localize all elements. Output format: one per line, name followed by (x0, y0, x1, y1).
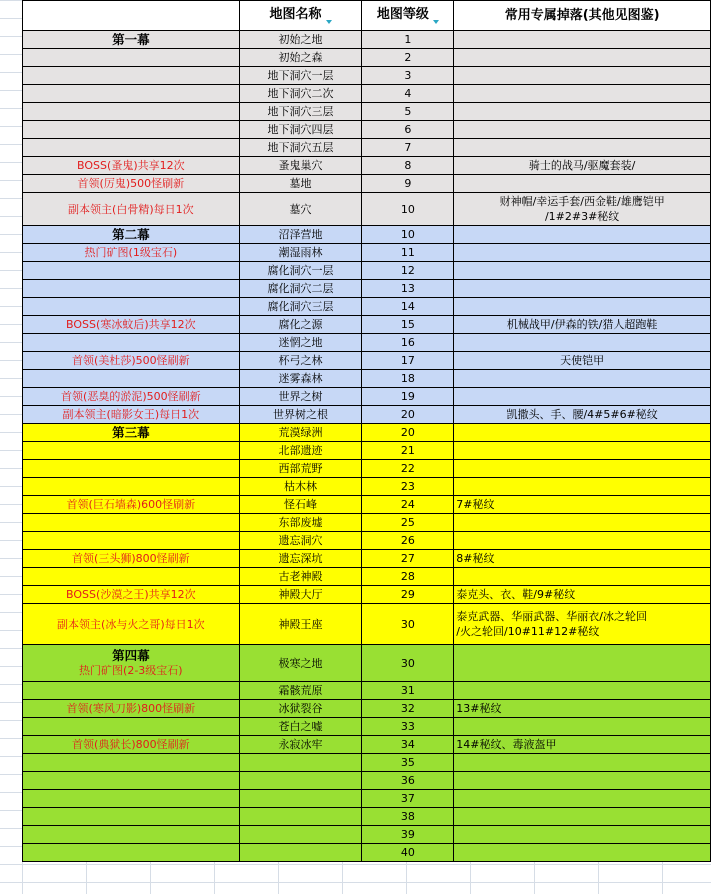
map-level-cell[interactable]: 22 (362, 460, 454, 478)
table-row (23, 121, 711, 139)
scene-cell[interactable] (23, 460, 240, 478)
table-row (23, 175, 711, 193)
map-level-cell[interactable]: 31 (362, 682, 454, 700)
map-name-cell[interactable]: 永寂冰牢 (239, 736, 362, 754)
drop-cell[interactable] (454, 772, 711, 790)
table-row (23, 334, 711, 352)
drop-cell[interactable] (454, 844, 711, 862)
drop-cell[interactable] (454, 262, 711, 280)
map-level-cell[interactable]: 27 (362, 550, 454, 568)
map-name-cell[interactable]: 初始之地 (239, 31, 362, 49)
map-level-cell[interactable]: 10 (362, 226, 454, 244)
map-level-cell[interactable]: 30 (362, 604, 454, 645)
map-level-cell[interactable]: 34 (362, 736, 454, 754)
table-row (23, 808, 711, 826)
table-row (23, 157, 711, 175)
scene-cell[interactable] (23, 67, 240, 85)
drop-cell[interactable]: 8#秘纹 (454, 550, 711, 568)
map-name-cell[interactable]: 潮湿雨林 (239, 244, 362, 262)
drop-cell[interactable] (454, 244, 711, 262)
table-row (23, 532, 711, 550)
scene-cell[interactable] (23, 808, 240, 826)
header-scene[interactable] (23, 1, 240, 31)
map-name-cell[interactable] (239, 754, 362, 772)
header-row (23, 1, 711, 31)
scene-cell[interactable] (23, 568, 240, 586)
table-row (23, 370, 711, 388)
map-name-cell[interactable]: 西部荒野 (239, 460, 362, 478)
map-level-cell[interactable]: 10 (362, 193, 454, 226)
drop-cell[interactable] (454, 442, 711, 460)
map-level-cell[interactable]: 7 (362, 139, 454, 157)
map-name-cell[interactable]: 地下洞穴五层 (239, 139, 362, 157)
table-row (23, 85, 711, 103)
scene-cell[interactable] (23, 334, 240, 352)
table-row (23, 316, 711, 334)
map-level-cell[interactable]: 39 (362, 826, 454, 844)
map-level-cell[interactable]: 33 (362, 718, 454, 736)
scene-cell[interactable] (23, 514, 240, 532)
map-name-cell[interactable]: 世界树之根 (239, 406, 362, 424)
map-name-cell[interactable]: 神殿大厅 (239, 586, 362, 604)
map-name-cell[interactable]: 腐化洞穴二层 (239, 280, 362, 298)
table-row (23, 49, 711, 67)
map-name-cell[interactable] (239, 808, 362, 826)
drop-cell[interactable]: 凯撒头、手、腰/4#5#6#秘纹 (454, 406, 711, 424)
map-name-cell[interactable]: 苍白之嘘 (239, 718, 362, 736)
map-name-cell[interactable]: 枯木林 (239, 478, 362, 496)
map-table (22, 0, 711, 862)
map-level-cell[interactable]: 26 (362, 532, 454, 550)
map-name-cell[interactable]: 怪石峰 (239, 496, 362, 514)
map-level-cell[interactable]: 8 (362, 157, 454, 175)
table-row (23, 514, 711, 532)
map-name-cell[interactable]: 地下洞穴一层 (239, 67, 362, 85)
map-level-cell[interactable]: 13 (362, 280, 454, 298)
drop-line: /火之轮回/10#11#12#秘纹 (456, 625, 600, 638)
map-name-cell[interactable]: 古老神殿 (239, 568, 362, 586)
table-row (23, 460, 711, 478)
map-level-cell[interactable]: 20 (362, 424, 454, 442)
drop-cell[interactable]: 天使铠甲 (454, 352, 711, 370)
dungeon-note[interactable]: 副本领主(白骨精)每日1次 (23, 193, 240, 226)
scene-cell[interactable] (23, 532, 240, 550)
drop-cell[interactable] (454, 370, 711, 388)
scene-cell[interactable] (23, 121, 240, 139)
map-level-cell[interactable]: 2 (362, 49, 454, 67)
map-level-cell[interactable]: 5 (362, 103, 454, 121)
map-name-cell[interactable]: 地下洞穴四层 (239, 121, 362, 139)
drop-cell[interactable]: 机械战甲/伊森的铁/猎人超跑鞋 (454, 316, 711, 334)
map-level-cell[interactable]: 11 (362, 244, 454, 262)
map-name-cell[interactable]: 迷雾森林 (239, 370, 362, 388)
drop-cell[interactable] (454, 460, 711, 478)
map-level-cell[interactable]: 28 (362, 568, 454, 586)
map-name-cell[interactable] (239, 772, 362, 790)
boss-note[interactable]: BOSS(蚤鬼)共享12次 (23, 157, 240, 175)
drop-cell[interactable] (454, 175, 711, 193)
filter-dropdown-icon[interactable] (326, 20, 332, 24)
drop-cell[interactable] (454, 388, 711, 406)
table-row (23, 568, 711, 586)
table-row (23, 388, 711, 406)
map-level-cell[interactable]: 20 (362, 406, 454, 424)
table-row (23, 718, 711, 736)
map-level-cell[interactable]: 17 (362, 352, 454, 370)
table-row (23, 790, 711, 808)
drop-cell[interactable]: 骑士的战马/驱魔套装/ (454, 157, 711, 175)
map-level-cell[interactable]: 36 (362, 772, 454, 790)
map-name-cell[interactable]: 杯弓之林 (239, 352, 362, 370)
act-title[interactable]: 第二幕 (23, 226, 240, 244)
map-name-cell[interactable]: 迷惘之地 (239, 334, 362, 352)
drop-cell[interactable] (454, 754, 711, 772)
table-row (23, 550, 711, 568)
header-map-name-label: 地图名称 (269, 6, 322, 22)
table-row (23, 478, 711, 496)
map-name-cell[interactable]: 神殿王座 (239, 604, 362, 645)
map-level-cell[interactable]: 29 (362, 586, 454, 604)
map-level-cell[interactable]: 6 (362, 121, 454, 139)
drop-cell[interactable] (454, 103, 711, 121)
leader-note[interactable]: 首领(巨石墙森)600怪刷新 (23, 496, 240, 514)
scene-cell[interactable] (23, 718, 240, 736)
drop-cell[interactable] (454, 280, 711, 298)
act-title: 第四幕 (112, 648, 150, 663)
hot-mine-note[interactable]: 热门矿图(1级宝石) (23, 244, 240, 262)
scene-cell[interactable] (23, 844, 240, 862)
leader-note[interactable]: 首领(寒风刀影)800怪刷新 (23, 700, 240, 718)
map-level-cell[interactable]: 16 (362, 334, 454, 352)
header-map-level[interactable] (362, 1, 454, 31)
map-name-cell[interactable]: 腐化之源 (239, 316, 362, 334)
table-row (23, 352, 711, 370)
drop-cell[interactable] (454, 682, 711, 700)
header-map-name[interactable] (239, 1, 362, 31)
dungeon-note[interactable]: 副本领主(冰与火之哥)每日1次 (23, 604, 240, 645)
table-row (23, 844, 711, 862)
map-name-cell[interactable]: 沼泽营地 (239, 226, 362, 244)
map-name-cell[interactable]: 地下洞穴二次 (239, 85, 362, 103)
map-name-cell[interactable]: 冰狱裂谷 (239, 700, 362, 718)
leader-note[interactable]: 首领(典狱长)800怪刷新 (23, 736, 240, 754)
leader-note[interactable]: 首领(厉鬼)500怪刷新 (23, 175, 240, 193)
drop-cell[interactable] (454, 85, 711, 103)
drop-line: /1#2#3#秘纹 (544, 210, 620, 223)
drop-cell[interactable] (454, 718, 711, 736)
drop-cell[interactable]: 7#秘纹 (454, 496, 711, 514)
map-name-cell[interactable] (239, 844, 362, 862)
table-row (23, 280, 711, 298)
map-name-cell[interactable]: 世界之树 (239, 388, 362, 406)
drop-cell[interactable] (454, 826, 711, 844)
header-map-level-label: 地图等级 (376, 6, 429, 22)
map-level-cell[interactable]: 21 (362, 442, 454, 460)
leader-note[interactable]: 首领(美杜莎)500怪刷新 (23, 352, 240, 370)
map-level-cell[interactable]: 24 (362, 496, 454, 514)
map-level-cell[interactable]: 30 (362, 645, 454, 682)
table-row (23, 754, 711, 772)
drop-cell[interactable]: 13#秘纹 (454, 700, 711, 718)
scene-cell[interactable] (23, 298, 240, 316)
scene-cell[interactable] (23, 645, 240, 682)
drop-cell[interactable] (454, 226, 711, 244)
map-name-cell[interactable]: 东部废墟 (239, 514, 362, 532)
scene-cell[interactable] (23, 139, 240, 157)
map-name-cell[interactable]: 腐化洞穴一层 (239, 262, 362, 280)
table-row (23, 193, 711, 226)
table-row (23, 424, 711, 442)
table-row (23, 700, 711, 718)
drop-cell[interactable] (454, 334, 711, 352)
drop-cell[interactable] (454, 31, 711, 49)
header-drops[interactable]: 常用专属掉落(其他见图鉴) (454, 1, 711, 31)
scene-cell[interactable] (23, 478, 240, 496)
table-row (23, 442, 711, 460)
map-name-cell[interactable]: 极寒之地 (239, 645, 362, 682)
map-level-cell[interactable]: 4 (362, 85, 454, 103)
drop-cell[interactable] (454, 478, 711, 496)
table-row (23, 31, 711, 49)
map-name-cell[interactable] (239, 790, 362, 808)
leader-note[interactable]: 首领(三头狮)800怪刷新 (23, 550, 240, 568)
table-row (23, 67, 711, 85)
map-level-cell[interactable]: 23 (362, 478, 454, 496)
drop-cell[interactable] (454, 424, 711, 442)
scene-cell[interactable] (23, 442, 240, 460)
boss-note[interactable]: BOSS(寒冰蚊后)共享12次 (23, 316, 240, 334)
map-name-cell[interactable]: 腐化洞穴三层 (239, 298, 362, 316)
drop-cell[interactable] (454, 808, 711, 826)
leader-note[interactable]: 首领(恶臭的淤泥)500怪刷新 (23, 388, 240, 406)
scene-cell[interactable] (23, 85, 240, 103)
drop-cell[interactable] (454, 139, 711, 157)
drop-line: 财神帽/幸运手套/西金鞋/雄鹰铠甲 (499, 195, 665, 208)
scene-cell[interactable] (23, 826, 240, 844)
drop-cell[interactable] (454, 568, 711, 586)
table-row (23, 103, 711, 121)
map-level-cell[interactable]: 3 (362, 67, 454, 85)
map-level-cell[interactable]: 40 (362, 844, 454, 862)
map-level-cell[interactable]: 25 (362, 514, 454, 532)
map-name-cell[interactable]: 初始之森 (239, 49, 362, 67)
scene-cell[interactable] (23, 49, 240, 67)
spreadsheet (22, 0, 711, 862)
drop-cell[interactable] (454, 49, 711, 67)
map-name-cell[interactable]: 地下洞穴三层 (239, 103, 362, 121)
table-row (23, 496, 711, 514)
drop-cell[interactable]: 14#秘纹、毒液盔甲 (454, 736, 711, 754)
table-row (23, 262, 711, 280)
scene-cell[interactable] (23, 280, 240, 298)
scene-cell[interactable] (23, 772, 240, 790)
table-row (23, 604, 711, 645)
map-name-cell[interactable]: 荒漠绿洲 (239, 424, 362, 442)
scene-cell[interactable] (23, 790, 240, 808)
table-row (23, 298, 711, 316)
scene-cell[interactable] (23, 103, 240, 121)
table-row (23, 736, 711, 754)
map-level-cell[interactable]: 38 (362, 808, 454, 826)
drop-line: 泰克武器、华丽武器、华丽衣/冰之轮回 (456, 610, 647, 623)
map-level-cell[interactable]: 18 (362, 370, 454, 388)
scene-cell[interactable] (23, 370, 240, 388)
act-title[interactable]: 第一幕 (23, 31, 240, 49)
map-name-cell[interactable]: 霜骸荒原 (239, 682, 362, 700)
table-row (23, 139, 711, 157)
table-row (23, 682, 711, 700)
map-name-cell[interactable]: 墓穴 (239, 193, 362, 226)
map-name-cell[interactable]: 遗忘洞穴 (239, 532, 362, 550)
drop-cell[interactable] (454, 67, 711, 85)
map-level-cell[interactable]: 14 (362, 298, 454, 316)
map-name-cell[interactable]: 遗忘深坑 (239, 550, 362, 568)
table-row (23, 826, 711, 844)
drop-cell[interactable] (454, 604, 711, 645)
boss-note[interactable]: BOSS(沙漠之王)共享12次 (23, 586, 240, 604)
map-level-cell[interactable]: 19 (362, 388, 454, 406)
map-level-cell[interactable]: 15 (362, 316, 454, 334)
map-name-cell[interactable]: 墓地 (239, 175, 362, 193)
drop-cell[interactable] (454, 121, 711, 139)
drop-cell[interactable] (454, 645, 711, 682)
drop-cell[interactable] (454, 790, 711, 808)
drop-cell[interactable]: 泰克头、衣、鞋/9#秘纹 (454, 586, 711, 604)
scene-cell[interactable] (23, 682, 240, 700)
map-name-cell[interactable]: 北部遗迹 (239, 442, 362, 460)
map-name-cell[interactable] (239, 826, 362, 844)
drop-cell[interactable] (454, 532, 711, 550)
map-level-cell[interactable]: 35 (362, 754, 454, 772)
hot-mine-note: 热门矿图(2-3级宝石) (79, 664, 183, 677)
filter-dropdown-icon[interactable] (433, 20, 439, 24)
map-level-cell[interactable]: 12 (362, 262, 454, 280)
scene-cell[interactable] (23, 754, 240, 772)
table-row (23, 406, 711, 424)
table-row (23, 226, 711, 244)
drop-cell[interactable] (454, 514, 711, 532)
map-level-cell[interactable]: 1 (362, 31, 454, 49)
act-title[interactable]: 第三幕 (23, 424, 240, 442)
table-row (23, 645, 711, 682)
dungeon-note[interactable]: 副本领主(暗影女王)每日1次 (23, 406, 240, 424)
table-row (23, 772, 711, 790)
table-row (23, 586, 711, 604)
map-level-cell[interactable]: 32 (362, 700, 454, 718)
table-row (23, 244, 711, 262)
scene-cell[interactable] (23, 262, 240, 280)
drop-cell[interactable] (454, 298, 711, 316)
drop-cell[interactable] (454, 193, 711, 226)
map-level-cell[interactable]: 9 (362, 175, 454, 193)
map-level-cell[interactable]: 37 (362, 790, 454, 808)
map-name-cell[interactable]: 蚤鬼巢穴 (239, 157, 362, 175)
